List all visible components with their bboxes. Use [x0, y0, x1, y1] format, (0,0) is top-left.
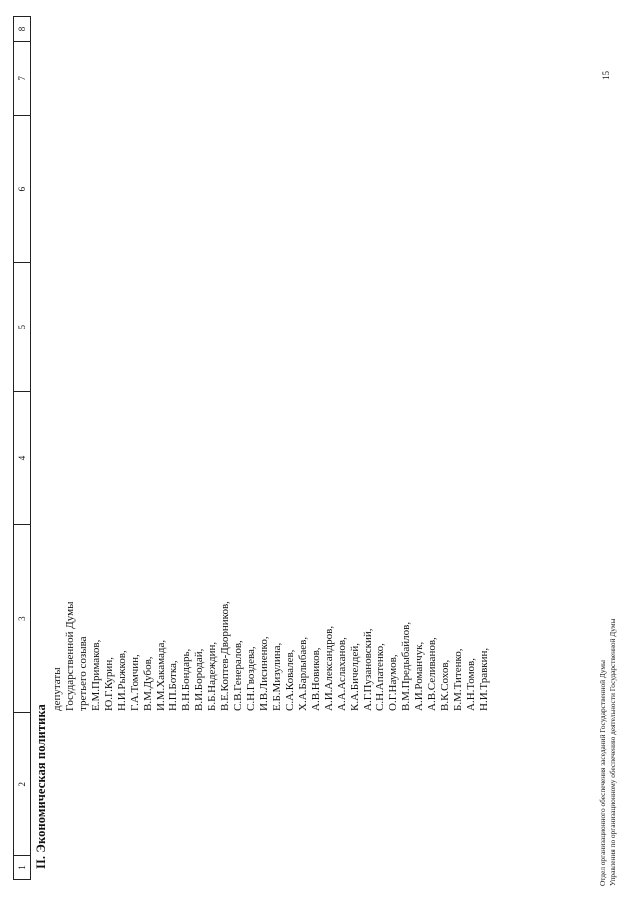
- list-item: С.Н.Гвоздева,: [245, 646, 258, 711]
- footer-notes: [598, 619, 617, 886]
- list-item: И.М.Хакамада,: [154, 639, 167, 711]
- footer-line: Отдел организационного обеспечения заседаний Государственной Думы: [598, 660, 607, 886]
- list-item: В.И.Бородай,: [193, 648, 206, 711]
- footer-line: Управления по организационному обеспечению деятельности Государственной Думы: [607, 618, 617, 886]
- list-item: С.В.Генералов,: [232, 640, 245, 711]
- list-item: Государственной Думы: [63, 601, 76, 711]
- list-item: О.Г.Наумов,: [387, 654, 400, 711]
- column-number-8: 8: [17, 26, 27, 32]
- list-item: И.В.Лисиненко,: [258, 636, 270, 711]
- list-item: Н.И.Травкин,: [477, 647, 490, 711]
- list-item: Б.М.Титенко,: [452, 648, 465, 711]
- list-item: С.Н.Апатенко,: [374, 643, 387, 711]
- list-item: Г.А.Томчин,: [128, 654, 141, 711]
- list-item: А.Г.Пузановский,: [361, 628, 374, 711]
- list-item: А.В.Селиванов,: [426, 637, 439, 711]
- list-item: третьего созыва: [76, 636, 89, 711]
- list-item: депутаты: [51, 667, 63, 711]
- list-item: Ю.Г.Курин,: [102, 657, 115, 711]
- list-item: Н.И.Рыжков,: [115, 650, 128, 711]
- list-item: А.А.Аслаханов,: [335, 637, 348, 711]
- list-item: В.К.Сохов,: [439, 659, 452, 711]
- column-number-1: 1: [14, 855, 30, 879]
- column-number-2: 2: [14, 712, 30, 855]
- list-item: Е.Б.Мизулина,: [270, 642, 283, 711]
- list-item: А.Н.Томов,: [465, 658, 477, 711]
- list-item: А.И.Романчук,: [413, 641, 426, 711]
- list-item: Б.Б.Надеждин,: [206, 641, 219, 711]
- list-item: А.И.Александров,: [322, 625, 335, 711]
- list-item: В.М.Дубов,: [141, 656, 154, 711]
- table-header-row: [13, 16, 31, 880]
- column-number-6: 6: [14, 115, 30, 263]
- column-number-7: 7: [14, 41, 30, 115]
- list-item: В.М.Предыбайлов,: [400, 621, 413, 711]
- section-title: II. Экономическая политика: [34, 704, 48, 869]
- deputies-list: [51, 601, 491, 711]
- list-item: Н.П.Ботка,: [167, 660, 180, 711]
- list-item: Е.М.Примаков,: [89, 639, 102, 711]
- list-item: А.В.Новиков,: [309, 647, 322, 711]
- column-number-5: 5: [14, 262, 30, 391]
- page-number: 15: [601, 71, 611, 80]
- column-number-3: 3: [14, 524, 30, 713]
- list-item: С.А.Ковалев,: [283, 649, 296, 711]
- list-item: Х.А.Барлыбаев,: [296, 636, 309, 711]
- list-item: К.А.Бичелдей,: [348, 642, 361, 711]
- list-item: В.Н.Бондарь,: [180, 648, 193, 711]
- list-item: В.Е.Коптев-Дворников,: [219, 601, 232, 711]
- column-number-4: 4: [14, 391, 30, 524]
